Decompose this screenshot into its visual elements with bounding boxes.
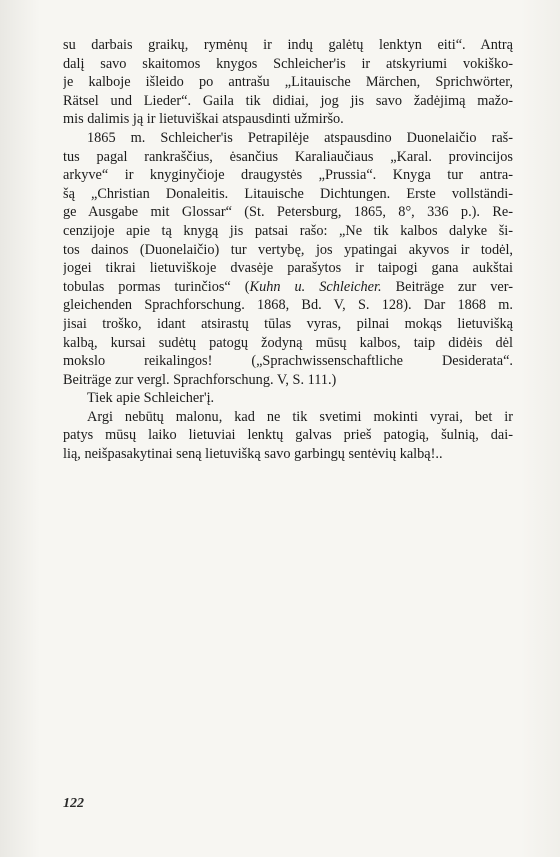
text-line: mis dalimis ją ir lietuviškai atspausdinti užmiršo.	[63, 111, 344, 128]
text-line: lią, neišpasakytinai seną lietuvišką savo garbingų sentėvių kalbą!..	[63, 446, 443, 463]
text-line: jisai troško, idant atsirastų tūlas vyras, pilnai mokąs lietuvišką	[63, 315, 513, 332]
text-line: arkyve“ ir knyginyčioje draugystės „Prussia“. Knyga tur antra-	[63, 167, 513, 184]
text-line: Argi nebūtų malonu, kad ne tik svetimi mokinti vyrai, bet ir	[87, 408, 513, 425]
text-line: mokslo reikalingos! („Sprachwissenschaftliche Desiderata“.	[63, 353, 513, 370]
text-line: tobulas pormas turinčios“ (Kuhn u. Schleicher. Beiträge zur ver-	[63, 278, 513, 295]
text-line: Rätsel und Lieder“. Gaila tik didiai, jog jis savo žadėjimą mažo-	[63, 92, 513, 109]
text-line: jogei tikrai lietuviškoje dvasėje parašytos ir taipogi gana aukštai	[63, 260, 513, 277]
text-line: kalbą, kursai sudėtų patogų žodyną mūsų kalbos, taip didėis dėl	[63, 334, 513, 351]
page-number: 122	[63, 796, 84, 811]
text-line: cenzijoje apie tą knygą jis patsai rašo: „Ne tik kalbos dalyke ši-	[63, 222, 513, 239]
text-line: tus pagal rankraščius, ėsančius Karaliaučiaus „Karal. provincijos	[63, 148, 513, 165]
text-line: Tiek apie Schleicher'į.	[87, 390, 215, 407]
page-body-text	[63, 36, 513, 464]
text-line: patys mūsų laiko lietuviai lenktų galvas prieš patogią, šulnią, dai-	[63, 427, 513, 444]
text-line: gleichenden Sprachforschung. 1868, Bd. V, S. 128). Dar 1868 m.	[63, 297, 513, 314]
text-line: 1865 m. Schleicher'is Petrapilėje atspausdino Duonelaičio raš-	[87, 129, 513, 146]
text-line: je kalboje išleido po antrašu „Litauische Märchen, Sprichwörter,	[63, 74, 513, 91]
text-line: ge Ausgabe mit Glossar“ (St. Petersburg, 1865, 8°, 336 p.). Re-	[63, 204, 513, 221]
text-line: su darbais graikų, rymėnų ir indų galėtų lenktyn eiti“. Antrą	[63, 37, 513, 53]
journal-authors-italic: Kuhn u. Schleicher.	[249, 278, 382, 295]
text-line: dalį savo skaitomos knygos Schleicher'is ir atskyriumi vokiško-	[63, 55, 513, 72]
text-line: tos dainos (Duonelaičio) tur vertybę, jos ypatingai akyvos ir todėl,	[63, 241, 513, 258]
text-line: šą „Christian Donaleitis. Litauische Dichtungen. Erste vollständi-	[63, 185, 513, 202]
text-line: Beiträge zur vergl. Sprachforschung. V, S. 111.)	[63, 371, 337, 388]
